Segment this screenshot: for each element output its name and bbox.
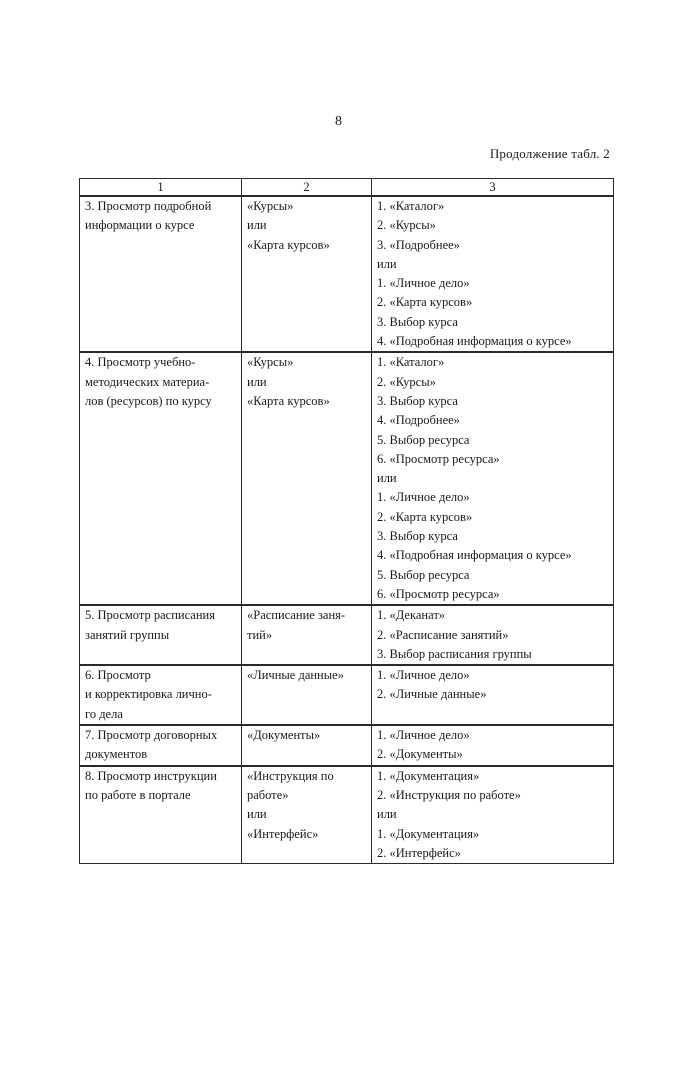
cell-line: 1. «Личное дело» xyxy=(377,728,470,743)
cell-line: 2. «Карта курсов» xyxy=(377,295,473,310)
cell-line: 4. «Подробнее» xyxy=(377,413,460,428)
table-cell-col-2 xyxy=(242,766,372,864)
navigation-table xyxy=(79,178,614,864)
cell-line: или xyxy=(247,218,267,233)
header-col-1: 1 xyxy=(80,179,242,197)
cell-line: 1. «Деканат» xyxy=(377,608,446,623)
cell-line: 1. «Каталог» xyxy=(377,355,445,370)
cell-line: 3. Просмотр подробной xyxy=(85,199,212,213)
cell-line: или xyxy=(377,807,397,822)
cell-line: 2. «Интерфейс» xyxy=(377,845,461,860)
header-col-2: 2 xyxy=(242,179,372,197)
table-cell-col-3 xyxy=(372,352,614,605)
table-body xyxy=(80,196,614,864)
table-cell-col-1 xyxy=(80,665,242,725)
table-cell-col-3 xyxy=(372,196,614,352)
cell-line: 5. Просмотр расписания xyxy=(85,608,215,623)
cell-line: 8. Просмотр инструкции xyxy=(85,768,217,783)
cell-line: 3. Выбор курса xyxy=(377,314,458,329)
cell-line: 1. «Личное дело» xyxy=(377,276,470,291)
cell-line: методических материа- xyxy=(85,374,210,389)
cell-line: 1. «Документация» xyxy=(377,768,480,783)
page-number: 8 xyxy=(335,114,342,129)
cell-line: «Курсы» xyxy=(247,199,294,213)
cell-line: «Курсы» xyxy=(247,355,294,370)
cell-line: 4. «Подробная информация о курсе» xyxy=(377,334,572,349)
table-cell-col-1 xyxy=(80,605,242,665)
cell-line: 1. «Личное дело» xyxy=(377,490,470,505)
table-row xyxy=(80,766,614,864)
cell-line: информации о курсе xyxy=(85,218,195,233)
table-cell-col-2 xyxy=(242,352,372,605)
cell-line: 2. «Курсы» xyxy=(377,218,436,233)
cell-line: «Инструкция по xyxy=(247,768,334,783)
table-row xyxy=(80,665,614,725)
cell-line: 6. Просмотр xyxy=(85,668,151,683)
table-cell-col-2 xyxy=(242,665,372,725)
cell-line: 3. «Подробнее» xyxy=(377,237,460,252)
cell-line: 4. «Подробная информация о курсе» xyxy=(377,548,572,563)
cell-line: 2. «Расписание занятий» xyxy=(377,627,509,642)
table-header-row xyxy=(80,179,614,197)
table-cell-col-3 xyxy=(372,725,614,766)
cell-line: или xyxy=(377,256,397,271)
cell-line: или xyxy=(247,374,267,389)
table-row xyxy=(80,605,614,665)
cell-line: 5. Выбор ресурса xyxy=(377,567,470,582)
table-cell-col-2 xyxy=(242,725,372,766)
cell-line: 2. «Курсы» xyxy=(377,374,436,389)
table-cell-col-3 xyxy=(372,665,614,725)
cell-line: 6. «Просмотр ресурса» xyxy=(377,451,500,466)
table-row xyxy=(80,196,614,352)
cell-line: 1. «Личное дело» xyxy=(377,668,470,683)
cell-line: или xyxy=(377,471,397,486)
cell-line: тий» xyxy=(247,627,273,642)
table-cell-col-1 xyxy=(80,725,242,766)
table-row xyxy=(80,725,614,766)
cell-line: и корректировка лично- xyxy=(85,687,212,702)
cell-line: 5. Выбор ресурса xyxy=(377,432,470,447)
table-cell-col-3 xyxy=(372,605,614,665)
cell-line: работе» xyxy=(247,787,289,802)
table-cell-col-1 xyxy=(80,766,242,864)
cell-line: или xyxy=(247,807,267,822)
cell-line: занятий группы xyxy=(85,627,170,642)
cell-line: 4. Просмотр учебно- xyxy=(85,355,196,370)
table-cell-col-3 xyxy=(372,766,614,864)
cell-line: по работе в портале xyxy=(85,787,191,802)
cell-line: 2. «Карта курсов» xyxy=(377,509,473,524)
table-row xyxy=(80,352,614,605)
table-cell-col-2 xyxy=(242,605,372,665)
cell-line: 3. Выбор курса xyxy=(377,529,458,544)
table-cell-col-2 xyxy=(242,196,372,352)
cell-line: 3. Выбор курса xyxy=(377,393,458,408)
cell-line: 1. «Документация» xyxy=(377,826,480,841)
table-cell-col-1 xyxy=(80,196,242,352)
header-col-3: 3 xyxy=(372,179,614,197)
cell-line: 3. Выбор расписания группы xyxy=(377,646,532,661)
cell-line: 7. Просмотр договорных xyxy=(85,728,218,743)
cell-line: 2. «Документы» xyxy=(377,747,463,762)
cell-line: «Личные данные» xyxy=(247,668,344,683)
table-cell-col-1 xyxy=(80,352,242,605)
cell-line: 2. «Личные данные» xyxy=(377,687,487,702)
cell-line: «Расписание заня- xyxy=(247,608,346,623)
cell-line: «Интерфейс» xyxy=(247,826,319,841)
cell-line: 2. «Инструкция по работе» xyxy=(377,787,521,802)
cell-line: 6. «Просмотр ресурса» xyxy=(377,586,500,601)
cell-line: лов (ресурсов) по курсу xyxy=(85,393,212,408)
cell-line: документов xyxy=(85,747,148,762)
table-continuation-label: Продолжение табл. 2 xyxy=(489,146,610,161)
cell-line: го дела xyxy=(85,706,123,721)
cell-line: «Карта курсов» xyxy=(247,393,330,408)
cell-line: «Документы» xyxy=(247,728,321,743)
cell-line: «Карта курсов» xyxy=(247,237,330,252)
cell-line: 1. «Каталог» xyxy=(377,199,445,213)
